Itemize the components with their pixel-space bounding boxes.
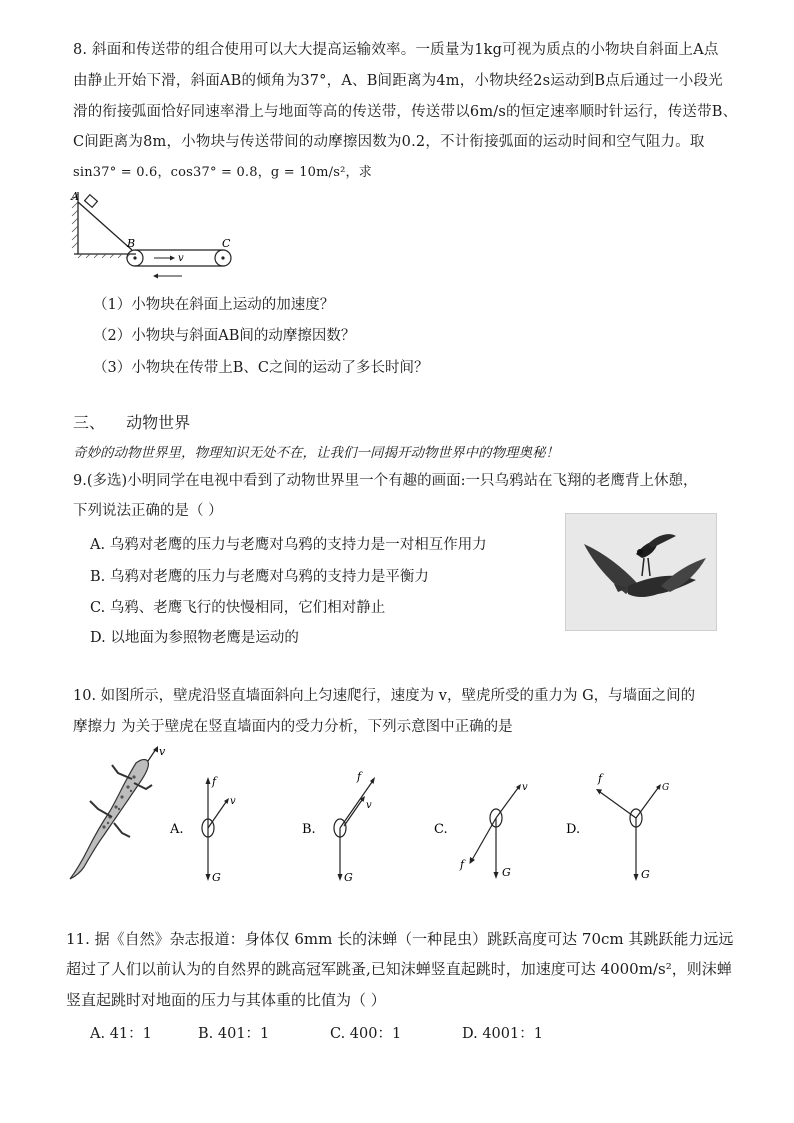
q11-option-d: D. 4001：1: [462, 1026, 543, 1042]
section-heading: [73, 410, 190, 433]
q8-sub-1: （1）小物块在斜面上运动的加速度？: [93, 297, 335, 313]
q8-line-3: 滑的衔接弧面恰好同速率滑上与地面等高的传送带，传送带以6m/s的恒定速率顺时针运行，传送带B、: [73, 104, 738, 120]
gecko-figure: [60, 743, 170, 883]
label-v: v: [178, 253, 184, 264]
section-number: 三、: [73, 413, 106, 432]
incline-conveyor-figure: [66, 188, 246, 283]
option-d-f: f: [598, 772, 603, 785]
option-d-letter: D.: [566, 822, 581, 837]
option-b-g: G: [344, 871, 353, 884]
q11-option-a: A. 41：1: [90, 1026, 152, 1042]
q9-line-2: 下列说法正确的是（ ）: [73, 503, 223, 519]
option-c-g: G: [502, 866, 511, 879]
option-b-f: f: [357, 770, 362, 783]
q9-option-b: B. 乌鸦对老鹰的压力与老鹰对乌鸦的支持力是平衡力: [90, 569, 429, 585]
force-diagram-c: [434, 768, 534, 888]
q8-line-5: sin37° = 0.6，cos37° = 0.8，g = 10m/s²，求: [73, 165, 372, 180]
q9-option-a: A. 乌鸦对老鹰的压力与老鹰对乌鸦的支持力是一对相互作用力: [90, 537, 487, 553]
q9-option-c: C. 乌鸦、老鹰飞行的快慢相同，它们相对静止: [90, 600, 386, 616]
label-c: C: [222, 237, 231, 250]
q11-line-3: 竖直起跳时对地面的压力与其体重的比值为（ ）: [66, 991, 386, 1009]
section-title: 动物世界: [126, 413, 191, 432]
section-intro: 奇妙的动物世界里，物理知识无处不在，让我们一同揭开动物世界中的物理奥秘！: [73, 445, 559, 461]
option-c-v: v: [522, 782, 528, 793]
label-a: A: [71, 190, 79, 203]
q11-option-c: C. 400：1: [330, 1026, 402, 1042]
option-c-f: f: [460, 858, 465, 871]
force-diagram-b: [302, 768, 382, 888]
velocity-arrow: [208, 802, 226, 828]
velocity-arrow: [636, 788, 658, 818]
label-b: B: [127, 237, 136, 250]
q10-line-2: 摩擦力 为关于壁虎在竖直墙面内的受力分析，下列示意图中正确的是: [73, 719, 513, 735]
force-diagram-a: [170, 768, 250, 888]
option-d-g: G: [641, 868, 650, 881]
q9-line-1: 9.(多选)小明同学在电视中看到了动物世界里一个有趣的画面:一只乌鸦站在飞翔的老鹰背上休憩，: [73, 473, 698, 489]
option-b-v: v: [366, 800, 372, 811]
option-b-letter: B.: [302, 822, 316, 837]
option-a-v: v: [230, 796, 236, 807]
q8-sub-2: （2）小物块与斜面AB间的动摩擦因数？: [93, 328, 356, 344]
gecko-v-label: v: [159, 745, 166, 758]
friction-arrow: [600, 792, 636, 818]
q10-line-1: 10. 如图所示，壁虎沿竖直墙面斜向上匀速爬行，速度为 v，壁虎所受的重力为 G，与墙面之间的: [73, 688, 696, 704]
q8-sub-3: （3）小物块在传带上B、C之间的运动了多长时间？: [93, 360, 429, 376]
force-diagram-d: [566, 768, 676, 888]
option-c-letter: C.: [434, 822, 448, 837]
velocity-arrow: [344, 800, 362, 826]
velocity-arrow: [496, 788, 518, 818]
q9-option-d: D. 以地面为参照物老鹰是运动的: [90, 630, 299, 646]
option-a-g: G: [212, 871, 221, 884]
option-a-f: f: [212, 775, 217, 788]
option-a-letter: A.: [170, 822, 184, 837]
q11-line-1: 11. 据《自然》杂志报道：身体仅 6mm 长的沫蝉（一种昆虫）跳跃高度可达 70cm 其跳跃能力远远: [66, 930, 734, 948]
q11-option-b: B. 401：1: [198, 1026, 270, 1042]
q8-line-4: C间距离为8m，小物块与传送带间的动摩擦因数为0.2，不计衔接弧面的运动时间和空气阻力。取: [73, 134, 705, 150]
crow-eagle-photo: [565, 513, 717, 631]
friction-arrow: [472, 818, 496, 860]
q11-line-2: 超过了人们以前认为的自然界的跳高冠军跳蚤,已知沫蝉竖直起跳时，加速度可达 4000m/s²，则沫蝉: [66, 960, 732, 978]
q8-line-1: 8. 斜面和传送带的组合使用可以大大提高运输效率。一质量为1kg可视为质点的小物块自斜面上A点: [73, 42, 719, 58]
q8-line-2: 由静止开始下滑，斜面AB的倾角为37°，A、B间距离为4m，小物块经2s运动到B点后通过一小段光: [73, 73, 723, 89]
option-d-v: G: [662, 783, 670, 793]
